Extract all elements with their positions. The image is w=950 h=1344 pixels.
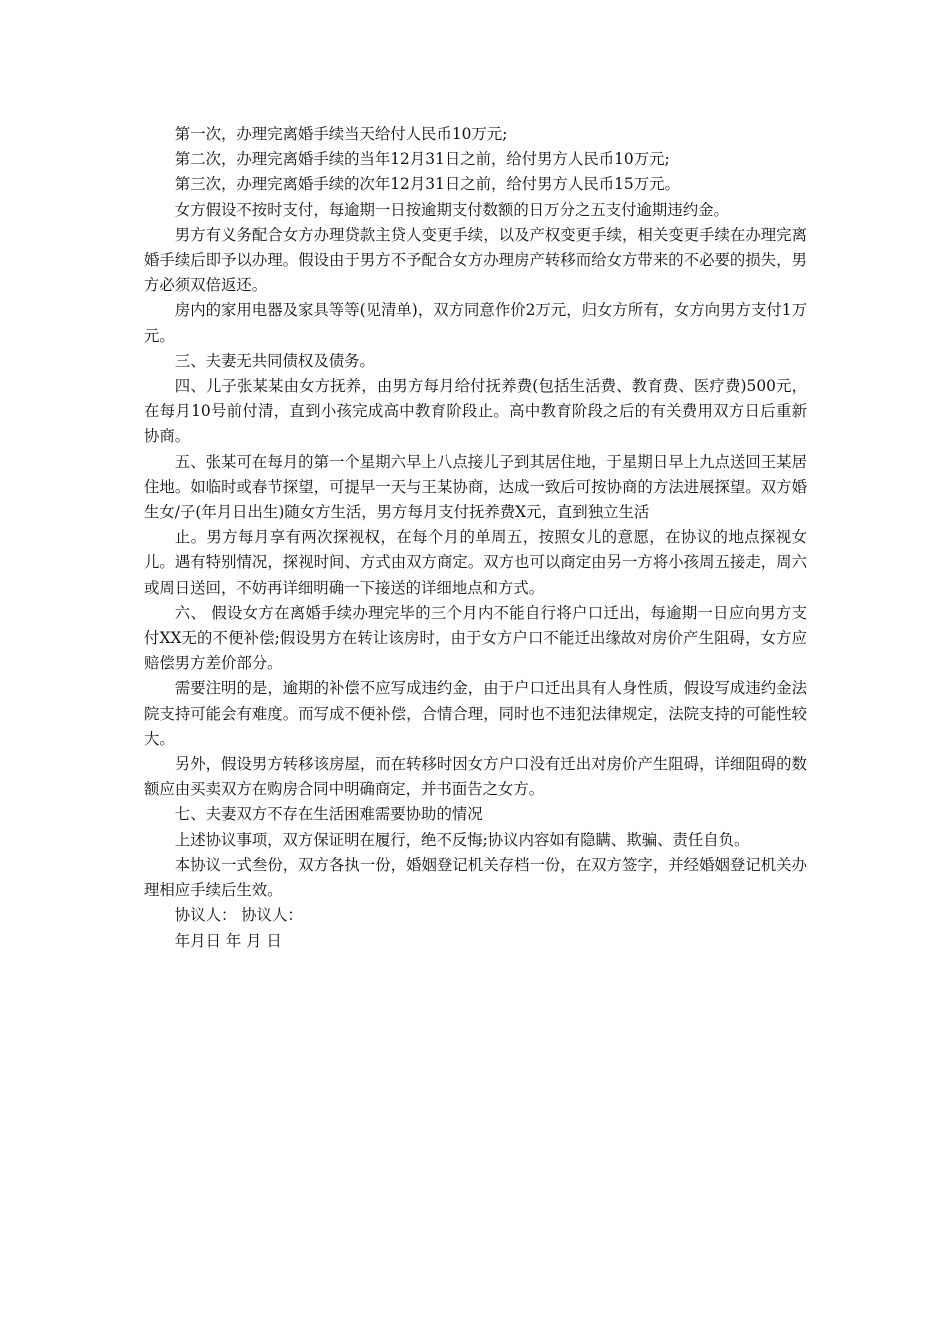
paragraph-payment-second: 第二次，办理完离婚手续的当年12月31日之前，给付男方人民币10万元; [174,150,670,169]
paragraph-house-transfer: 另外，假设男方转移该房屋，而在转移时因女方户口没有迁出对房价产生阻碍，详细阻碍的数额应由买卖双方在购房合同中明确商定，并书面告之女方。 [144,755,807,799]
document-body [144,122,807,954]
paragraph-loan-transfer: 男方有义务配合女方办理贷款主贷人变更手续，以及产权变更手续，相关变更手续在办理完离婚手续后即予以办理。假设由于男方不予配合女方办理房产转移而给女方带来的不必要的损失，男方必须双倍返还。 [144,225,807,295]
paragraph-payment-third: 第三次，办理完离婚手续的次年12月31日之前，给付男方人民币15万元。 [174,175,680,194]
paragraph-payment-first: 第一次，办理完离婚手续当天给付人民币10万元; [174,125,508,143]
paragraph-section-five: 五、张某可在每月的第一个星期六早上八点接儿子到其居住地，于星期日早上九点送回王某居住地。如临时或春节探望，可提早一天与王某协商，达成一致后可按协商的方法进展探望。双方婚生女/子(年月日出生)随女方生活，男方每月支付抚养费X元，直到独立生活 [144,452,807,522]
paragraph-section-four: 四、儿子张某某由女方抚养，由男方每月给付抚养费(包括生活费、教育费、医疗费)500元，在每月10号前付清，直到小孩完成高中教育阶段止。高中教育阶段之后的有关费用双方日后重新协商。 [144,377,807,446]
paragraph-section-six: 六、 假设女方在离婚手续办理完毕的三个月内不能自行将户口迁出，每逾期一日应向男方支付XX无的不便补偿;假设男方在转让该房时，由于女方户口不能迁出缘故对房价产生阻碍，女方应赔偿男方差价部分。 [144,603,807,673]
paragraph-visitation: 止。男方每月享有两次探视权，在每个月的单周五，按照女儿的意愿，在协议的地点探视女儿。遇有特别情况，探视时间、方式由双方商定。双方也可以商定由另一方将小孩周五接走，周六或周日送回，不妨再详细明确一下接送的详细地点和方式。 [144,528,807,597]
paragraph-late-penalty: 女方假设不按时支付，每逾期一日按逾期支付数额的日万分之五支付逾期违约金。 [174,200,729,219]
signature-line: 协议人： 协议人： [174,906,303,925]
paragraph-note: 需要注明的是，逾期的补偿不应写成违约金，由于户口迁出具有人身性质，假设写成违约金法院支持可能会有难度。而写成不便补偿，合情合理，同时也不违犯法律规定，法院支持的可能性较大。 [144,679,807,748]
paragraph-section-three: 三、夫妻无共同债权及债务。 [174,351,375,370]
paragraph-section-seven: 七、夫妻双方不存在生活困难需要协助的情况 [174,805,483,824]
paragraph-guarantee: 上述协议事项，双方保证明在履行，绝不反悔;协议内容如有隐瞒、欺骗、责任自负。 [174,830,750,849]
date-line: 年月日 年 月 日 [174,931,282,950]
paragraph-furniture: 房内的家用电器及家具等等(见清单)，双方同意作价2万元，归女方所有，女方向男方支付1万元。 [144,301,807,345]
paragraph-copies: 本协议一式叁份，双方各执一份，婚姻登记机关存档一份，在双方签字，并经婚姻登记机关办理相应手续后生效。 [144,855,807,900]
